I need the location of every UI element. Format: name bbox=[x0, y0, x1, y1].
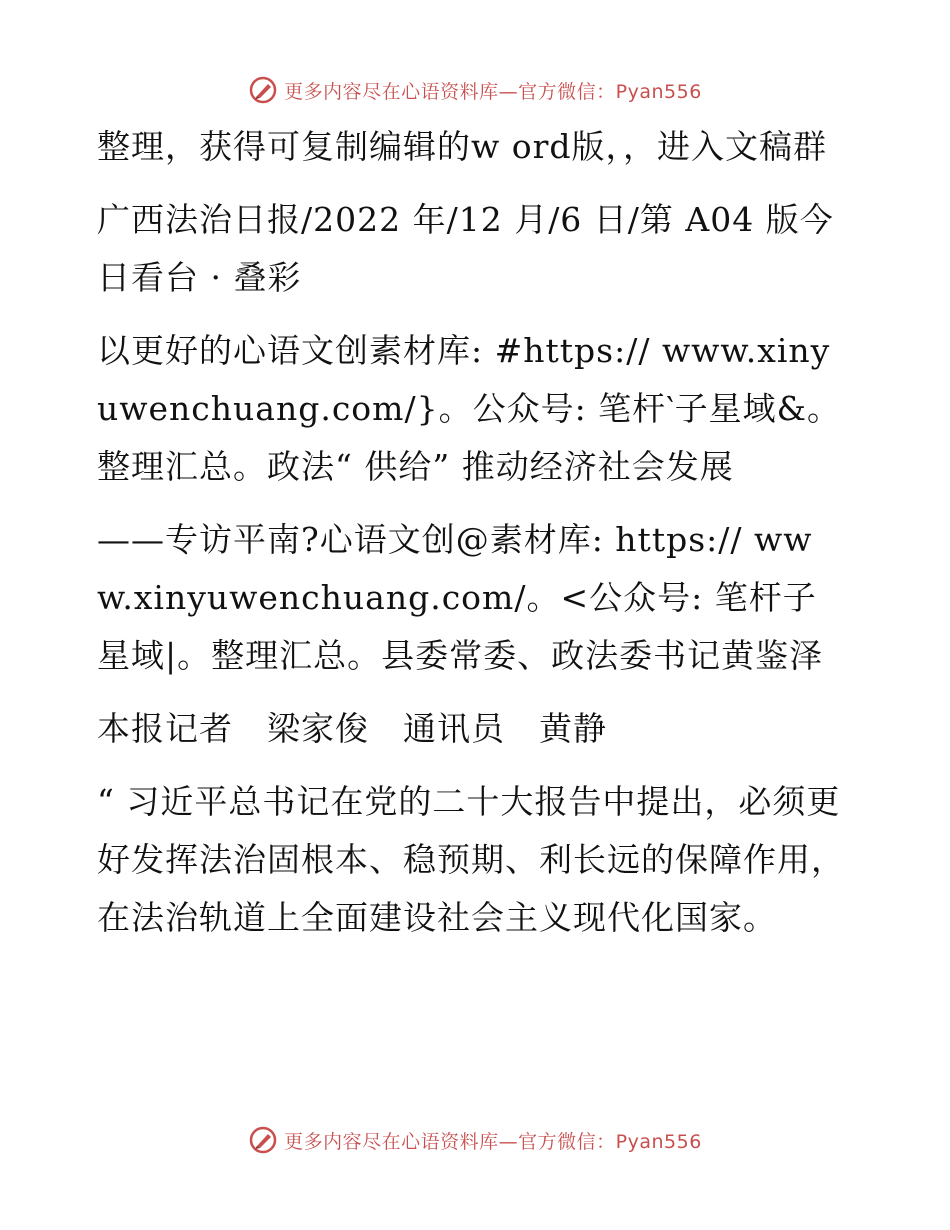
pen-logo-icon bbox=[248, 1125, 278, 1155]
paragraph-headline: 以更好的心语文创素材库: #https:// www.xinyuwenchuang.com/}。公众号: 笔杆‵子星域&。整理汇总。政法“ 供给” 推动经济社会发展 bbox=[97, 331, 842, 486]
paragraph-body: “ 习近平总书记在党的二十大报告中提出，必须更好发挥法治固根本、稳预期、利长远的保障作用，在法治轨道上全面建设社会主义现代化国家。 bbox=[97, 782, 845, 937]
article-body bbox=[97, 118, 845, 962]
paragraph-byline: 本报记者 梁家俊 通讯员 黄静 bbox=[97, 709, 607, 748]
watermark-text: 更多内容尽在心语资料库—官方微信：Pyan556 bbox=[284, 80, 702, 103]
pen-logo-icon bbox=[248, 75, 278, 105]
paragraph-subheadline: ——专访平南?心语文创@素材库: https:// www.xinyuwenchuang.com/。<公众号: 笔杆子星域|。整理汇总。县委常委、政法委书记黄鉴泽 bbox=[97, 520, 824, 675]
paragraph-intro: 整理，获得可复制编辑的w ord版，，进入文稿群 bbox=[97, 127, 828, 166]
top-watermark-banner bbox=[0, 70, 950, 110]
paragraph-source: 广西法治日报/2022 年/12 月/6 日/第 A04 版今日看台 · 叠彩 bbox=[97, 200, 834, 297]
bottom-watermark-banner bbox=[0, 1120, 950, 1160]
watermark-text: 更多内容尽在心语资料库—官方微信：Pyan556 bbox=[284, 1130, 702, 1153]
